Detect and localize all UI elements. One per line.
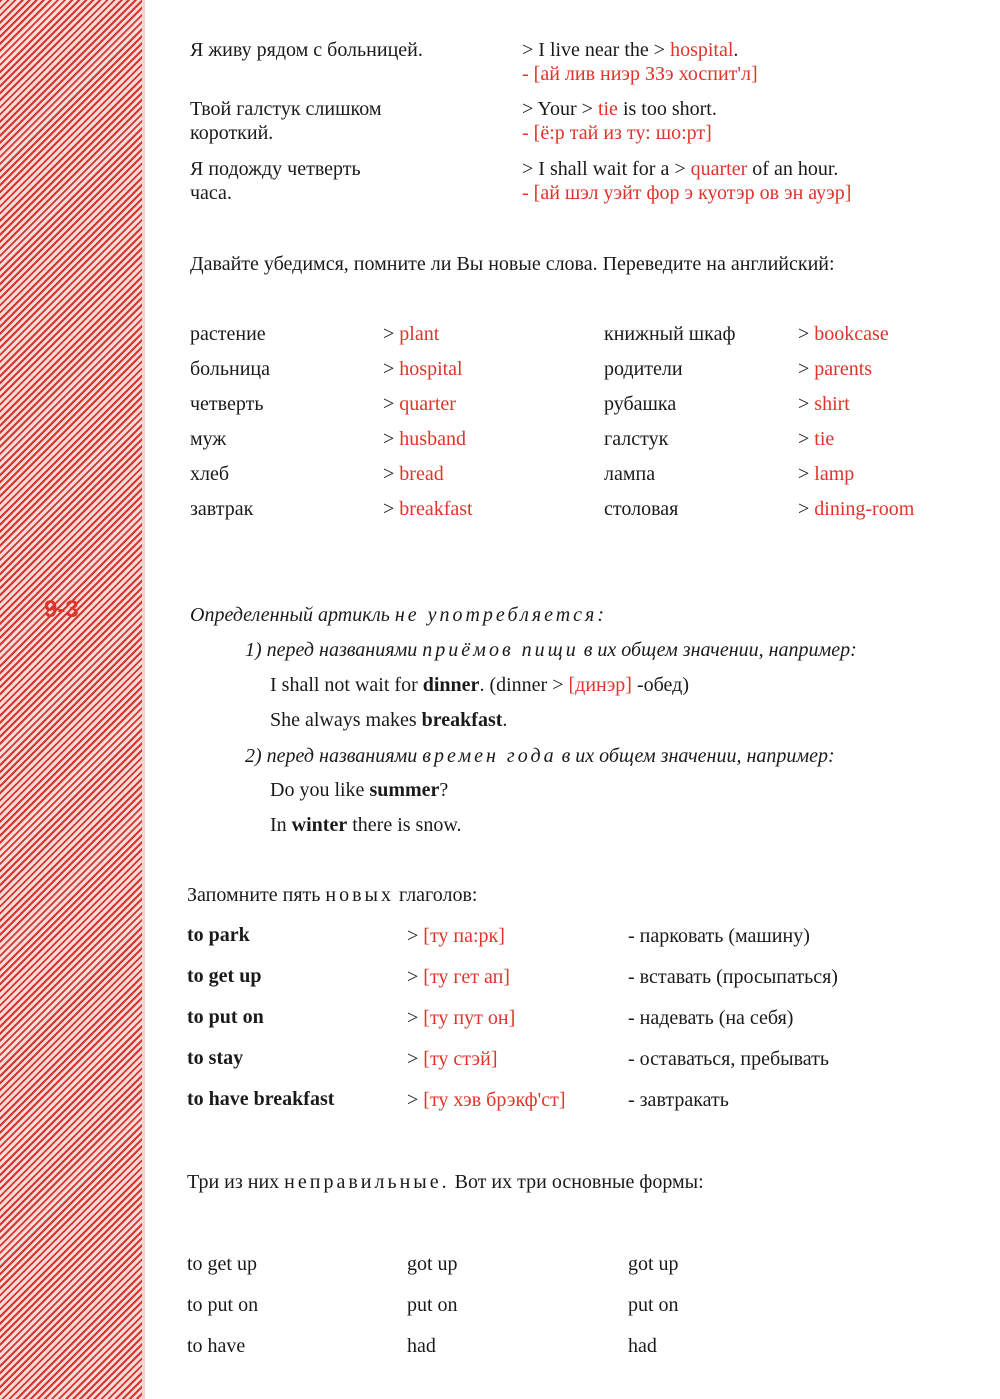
- rule-2-example-2: In winter there is snow.: [270, 814, 462, 836]
- example-2-pronunciation: - [ё:р тай из ту: шо:рт]: [522, 122, 712, 144]
- example-2-russian-line1: Твой галстук слишком: [190, 98, 382, 120]
- irregular-form-3: got up: [628, 1253, 679, 1275]
- verb-pron: > [ту па:рк]: [407, 925, 505, 947]
- vocab-ru: хлеб: [190, 463, 230, 485]
- rule-1: 1) перед названиями приёмов пищи в их общем значении, например:: [245, 639, 857, 661]
- vocab-ru: завтрак: [190, 498, 254, 520]
- irregular-form-2: got up: [407, 1253, 458, 1275]
- irregular-form-2: put on: [407, 1294, 458, 1316]
- keyword: tie: [597, 98, 618, 120]
- stripe-edge: [142, 0, 145, 1399]
- verb-en: to put on: [187, 1006, 264, 1028]
- irregular-form-2: had: [407, 1335, 436, 1357]
- vocab-en: > husband: [383, 428, 466, 450]
- section-number: 9-3: [44, 596, 79, 623]
- example-1-english: > I live near the > hospital.: [522, 39, 739, 61]
- vocab-ru: галстук: [604, 428, 669, 450]
- irregular-form-1: to put on: [187, 1294, 259, 1316]
- vocab-en: > bread: [383, 463, 444, 485]
- example-3-english: > I shall wait for a > quarter of an hour.: [522, 158, 839, 180]
- vocab-ru: родители: [604, 358, 683, 380]
- verb-pron: > [ту стэй]: [407, 1048, 498, 1070]
- verbs-intro: Запомните пять новых глаголов:: [187, 884, 478, 906]
- example-3-pronunciation: - [ай шэл уэйт фор э куотэр ов эн ауэр]: [522, 182, 852, 204]
- example-3-russian-line2: часа.: [190, 182, 232, 204]
- irregular-form-3: put on: [628, 1294, 679, 1316]
- example-1-pronunciation: - [ай лив ниэр ЗЗэ хоспит'л]: [522, 63, 758, 85]
- irregular-form-1: to have: [187, 1335, 246, 1357]
- vocab-en: > shirt: [798, 393, 850, 415]
- keyword: hospital: [670, 39, 734, 61]
- verb-ru: - надевать (на себя): [628, 1007, 794, 1029]
- rule-2-example-1: Do you like summer?: [270, 779, 449, 801]
- vocab-ru: муж: [190, 428, 227, 450]
- verb-pron: > [ту гет ап]: [407, 966, 510, 988]
- rule-1-example-2: She always makes breakfast.: [270, 709, 508, 731]
- example-2-english: > Your > tie is too short.: [522, 98, 717, 120]
- verb-en: to get up: [187, 965, 262, 987]
- vocab-en: > lamp: [798, 463, 855, 485]
- rule-1-example-1: I shall not wait for dinner. (dinner > [динэр] -обед): [270, 674, 690, 696]
- vocab-en: > plant: [383, 323, 440, 345]
- verb-ru: - вставать (просыпаться): [628, 966, 838, 988]
- verb-pron: > [ту хэв брэкф'ст]: [407, 1089, 566, 1111]
- vocab-en: > hospital: [383, 358, 463, 380]
- vocab-ru: четверть: [190, 393, 264, 415]
- vocab-ru: книжный шкаф: [604, 323, 736, 345]
- verb-ru: - парковать (машину): [628, 925, 810, 947]
- vocab-ru: растение: [190, 323, 266, 345]
- verb-pron: > [ту пут он]: [407, 1007, 516, 1029]
- decorative-stripe-margin: [0, 0, 142, 1399]
- example-2-russian-line2: короткий.: [190, 122, 274, 144]
- verb-en: to park: [187, 924, 250, 946]
- vocab-en: > tie: [798, 428, 835, 450]
- vocab-en: > quarter: [383, 393, 456, 415]
- verb-en: to have breakfast: [187, 1088, 335, 1110]
- irregular-intro: Три из них неправильные. Вот их три основные формы:: [187, 1171, 704, 1193]
- verb-ru: - завтракать: [628, 1089, 729, 1111]
- vocab-en: > parents: [798, 358, 873, 380]
- example-3-russian-line1: Я подожду четверть: [190, 158, 361, 180]
- verb-en: to stay: [187, 1047, 244, 1069]
- article-rule-intro: Определенный артикль не употребляется:: [190, 604, 608, 626]
- example-1-russian: Я живу рядом с больницей.: [190, 39, 423, 61]
- keyword: quarter: [690, 158, 748, 180]
- vocab-ru: столовая: [604, 498, 679, 520]
- irregular-form-3: had: [628, 1335, 657, 1357]
- irregular-form-1: to get up: [187, 1253, 257, 1275]
- vocab-instruction: Давайте убедимся, помните ли Вы новые слова. Переведите на английский:: [190, 253, 835, 275]
- vocab-en: > dining-room: [798, 498, 915, 520]
- rule-2: 2) перед названиями времен года в их общем значении, например:: [245, 745, 835, 767]
- vocab-ru: лампа: [604, 463, 656, 485]
- verb-ru: - оставаться, пребывать: [628, 1048, 829, 1070]
- vocab-ru: рубашка: [604, 393, 677, 415]
- vocab-ru: больница: [190, 358, 270, 380]
- vocab-en: > breakfast: [383, 498, 473, 520]
- vocab-en: > bookcase: [798, 323, 889, 345]
